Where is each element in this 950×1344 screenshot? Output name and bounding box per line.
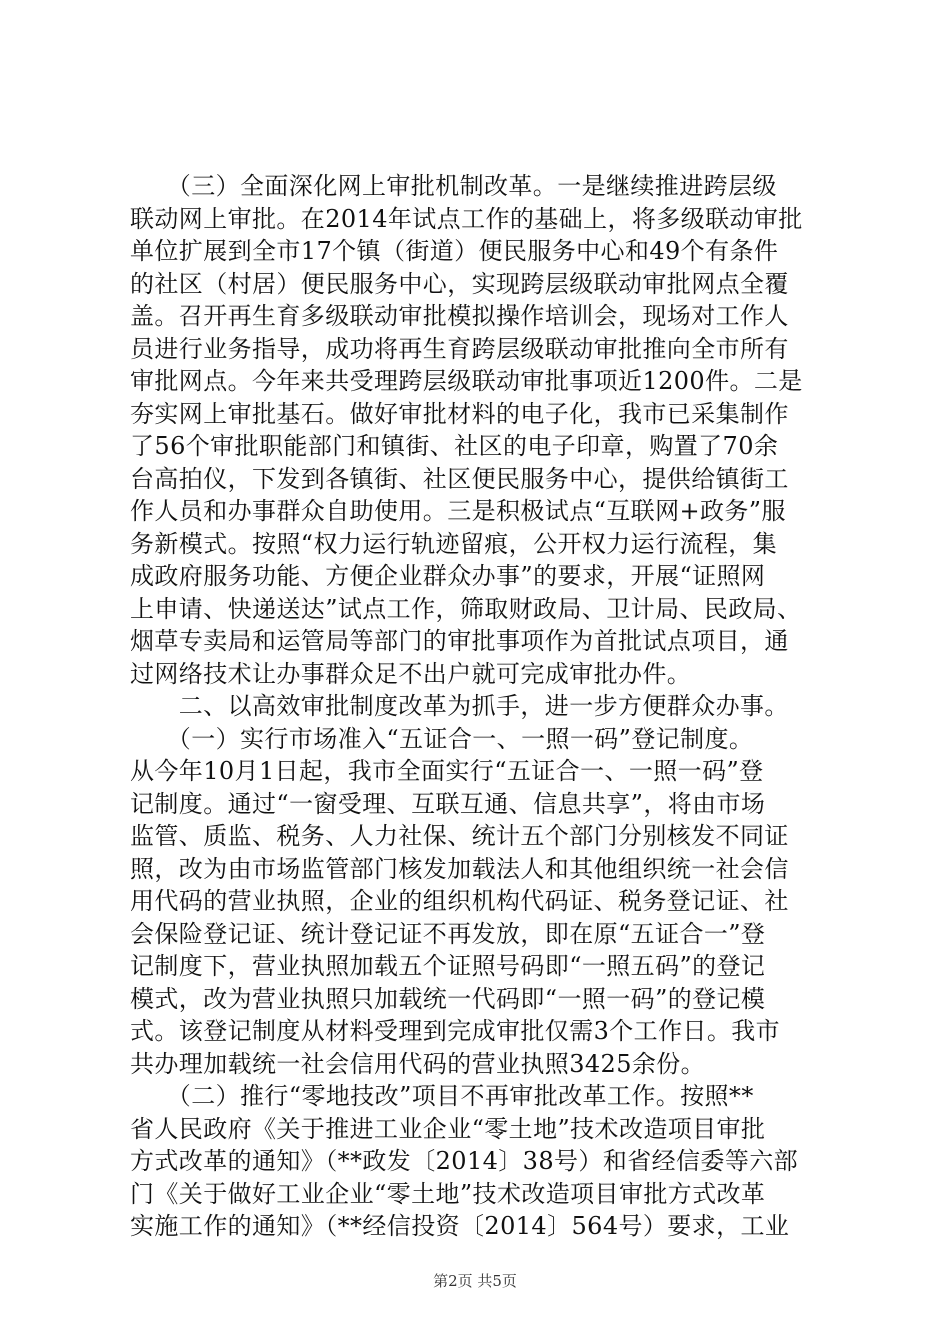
text-line: 门《关于做好工业企业“零土地”技术改造项目审批方式改革 — [130, 1179, 766, 1208]
text-line: （三）全面深化网上审批机制改革。一是继续推进跨层级 — [130, 172, 777, 200]
text-line: 了56个审批职能部门和镇街、社区的电子印章，购置了70余 — [130, 432, 779, 460]
text-line: 夯实网上审批基石。做好审批材料的电子化，我市已采集制作 — [130, 399, 789, 428]
page-footer: 第2页 共5页 — [433, 1272, 517, 1290]
text-line: 台高拍仪，下发到各镇街、社区便民服务中心，提供给镇街工 — [130, 464, 789, 493]
text-line: 员进行业务指导，成功将再生育跨层级联动审批推向全市所有 — [130, 334, 789, 363]
text-line: 共办理加载统一社会信用代码的营业执照3425余份。 — [130, 1049, 706, 1078]
text-line: 模式，改为营业执照只加载统一代码即“一照一码”的登记模 — [130, 984, 766, 1013]
text-line: 二、以高效审批制度改革为抓手，进一步方便群众办事。 — [130, 692, 789, 720]
text-line: 务新模式。按照“权力运行轨迹留痕，公开权力运行流程，集 — [130, 529, 778, 558]
text-line: （二）推行“零地技改”项目不再审批改革工作。按照** — [130, 1082, 754, 1110]
text-line: 记制度下，营业执照加载五个证照号码即“一照五码”的登记 — [130, 952, 766, 980]
text-line: 成政府服务功能、方便企业群众办事”的要求，开展“证照网 — [130, 562, 766, 590]
text-line: 记制度。通过“一窗受理、互联互通、信息共享”，将由市场 — [130, 789, 766, 818]
text-line: 式。该登记制度从材料受理到完成审批仅需3个工作日。我市 — [130, 1017, 781, 1045]
text-line: （一）实行市场准入“五证合一、一照一码”登记制度。 — [130, 724, 754, 753]
text-line: 烟草专卖局和运管局等部门的审批事项作为首批试点项目，通 — [130, 627, 789, 655]
text-line: 过网络技术让办事群众足不出户就可完成审批办件。 — [130, 659, 692, 688]
text-line: 联动网上审批。在2014年试点工作的基础上，将多级联动审批 — [130, 204, 803, 233]
text-line: 实施工作的通知》（**经信投资〔2014〕564号）要求，工业 — [130, 1212, 790, 1240]
text-line: 从今年10月1日起，我市全面实行“五证合一、一照一码”登 — [130, 757, 764, 785]
text-line: 会保险登记证、统计登记证不再发放，即在原“五证合一”登 — [130, 919, 766, 948]
text-line: 监管、质监、税务、人力社保、统计五个部门分别核发不同证 — [130, 822, 789, 850]
text-line: 省人民政府《关于推进工业企业“零土地”技术改造项目审批 — [130, 1114, 766, 1143]
body-text — [130, 170, 836, 1243]
text-line: 方式改革的通知》（**政发〔2014〕38号）和省经信委等六部 — [130, 1147, 799, 1175]
text-line: 作人员和办事群众自助使用。三是积极试点“互联网+政务”服 — [130, 497, 786, 525]
text-line: 照，改为由市场监管部门核发加载法人和其他组织统一社会信 — [130, 854, 789, 883]
text-line: 用代码的营业执照，企业的组织机构代码证、税务登记证、社 — [130, 887, 789, 915]
text-line: 的社区（村居）便民服务中心，实现跨层级联动审批网点全覆 — [130, 269, 789, 298]
text-line: 审批网点。今年来共受理跨层级联动审批事项近1200件。二是 — [130, 367, 803, 395]
text-line: 单位扩展到全市17个镇（街道）便民服务中心和49个有条件 — [130, 237, 779, 265]
text-line: 盖。召开再生育多级联动审批模拟操作培训会，现场对工作人 — [130, 302, 789, 330]
text-line: 上申请、快递送达”试点工作，筛取财政局、卫计局、民政局、 — [130, 594, 802, 623]
